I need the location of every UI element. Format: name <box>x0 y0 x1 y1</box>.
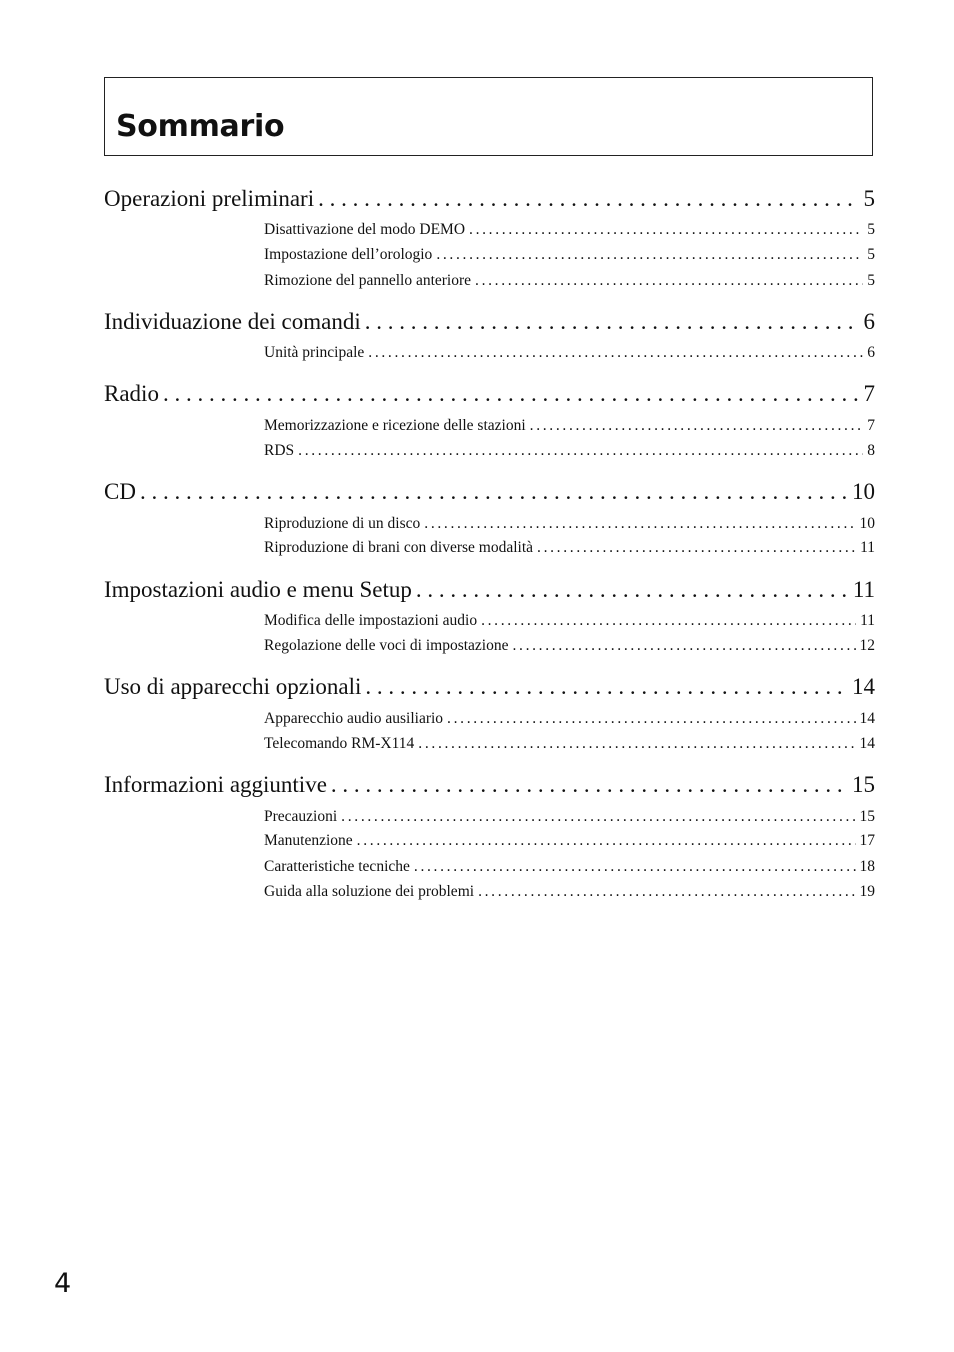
dot-leader <box>414 858 856 876</box>
toc-item-page: 12 <box>859 637 875 654</box>
toc-item-page: 5 <box>867 272 875 289</box>
toc-item[interactable] <box>264 442 875 460</box>
toc-item-page: 14 <box>859 710 875 727</box>
dot-leader <box>357 832 856 850</box>
page-title: Sommario <box>116 109 285 144</box>
toc-item-page: 19 <box>859 883 875 900</box>
toc-section-label: Uso di apparecchi opzionali <box>104 674 362 699</box>
toc-item[interactable] <box>264 246 875 264</box>
dot-leader <box>481 612 856 630</box>
toc-item-label: Modifica delle impostazioni audio <box>264 612 478 629</box>
toc-item[interactable] <box>264 710 875 728</box>
dot-leader <box>140 479 848 505</box>
toc-item-label: Precauzioni <box>264 808 338 825</box>
dot-leader <box>447 710 855 728</box>
toc-item-page: 15 <box>859 808 875 825</box>
toc-section-page: 5 <box>863 186 875 211</box>
toc-section[interactable] <box>104 309 875 335</box>
toc-section-label: Operazioni preliminari <box>104 186 315 211</box>
toc-item-page: 18 <box>859 858 875 875</box>
toc-item[interactable] <box>264 612 875 630</box>
dot-leader <box>537 539 856 557</box>
toc-item-label: Rimozione del pannello anteriore <box>264 272 472 289</box>
toc-section-page: 14 <box>852 674 875 699</box>
toc-item-page: 5 <box>867 221 875 238</box>
toc-section[interactable] <box>104 381 875 407</box>
dot-leader <box>418 735 855 753</box>
toc-item[interactable] <box>264 637 875 655</box>
toc-item-label: Telecomando RM-X114 <box>264 735 415 752</box>
toc-item-page: 10 <box>859 515 875 532</box>
page-number: 4 <box>54 1268 72 1299</box>
toc-section[interactable] <box>104 577 875 603</box>
toc-item-page: 7 <box>867 417 875 434</box>
toc-section-page: 10 <box>852 479 875 504</box>
toc-item[interactable] <box>264 858 875 876</box>
dot-leader <box>475 272 863 290</box>
dot-leader <box>469 221 863 239</box>
toc-item-page: 6 <box>867 344 875 361</box>
dot-leader <box>365 674 848 700</box>
dot-leader <box>318 186 859 212</box>
dot-leader <box>478 883 855 901</box>
toc-section-label: Individuazione dei comandi <box>104 309 361 334</box>
toc-item[interactable] <box>264 344 875 362</box>
toc-item[interactable] <box>264 417 875 435</box>
dot-leader <box>436 246 863 264</box>
toc-item-label: Apparecchio audio ausiliario <box>264 710 444 727</box>
toc-section-page: 11 <box>852 577 875 602</box>
toc-item[interactable] <box>264 808 875 826</box>
toc-section-page: 7 <box>863 381 875 406</box>
toc-item[interactable] <box>264 832 875 850</box>
toc-item[interactable] <box>264 735 875 753</box>
dot-leader <box>163 381 860 407</box>
toc-item-page: 17 <box>859 832 875 849</box>
dot-leader <box>512 637 855 655</box>
toc-item-label: Caratteristiche tecniche <box>264 858 410 875</box>
toc-item-page: 11 <box>860 539 875 556</box>
toc-item-page: 5 <box>867 246 875 263</box>
toc-item-page: 8 <box>867 442 875 459</box>
toc-item[interactable] <box>264 883 875 901</box>
toc-item-label: Impostazione dell’orologio <box>264 246 433 263</box>
toc-item[interactable] <box>264 221 875 239</box>
dot-leader <box>365 309 860 335</box>
toc-item[interactable] <box>264 515 875 533</box>
dot-leader <box>530 417 864 435</box>
toc-item-label: Manutenzione <box>264 832 353 849</box>
toc-section-label: Radio <box>104 381 159 406</box>
toc-section-page: 15 <box>852 772 875 797</box>
toc-item-label: Riproduzione di un disco <box>264 515 421 532</box>
dot-leader <box>298 442 863 460</box>
toc-section-label: Impostazioni audio e menu Setup <box>104 577 412 602</box>
toc-item-label: Disattivazione del modo DEMO <box>264 221 466 238</box>
toc-item-page: 14 <box>859 735 875 752</box>
dot-leader <box>331 772 848 798</box>
toc-item[interactable] <box>264 272 875 290</box>
toc-section[interactable] <box>104 674 875 700</box>
toc-item-label: Guida alla soluzione dei problemi <box>264 883 475 900</box>
dot-leader <box>424 515 855 533</box>
toc-item-label: Riproduzione di brani con diverse modalità <box>264 539 534 556</box>
toc-section-page: 6 <box>863 309 875 334</box>
toc-section-label: Informazioni aggiuntive <box>104 772 327 797</box>
toc-item-label: Regolazione delle voci di impostazione <box>264 637 509 654</box>
toc-section[interactable] <box>104 186 875 212</box>
dot-leader <box>341 808 855 826</box>
dot-leader <box>416 577 849 603</box>
toc-item-label: RDS <box>264 442 295 459</box>
toc-item[interactable] <box>264 539 875 557</box>
dot-leader <box>368 344 863 362</box>
toc-item-label: Memorizzazione e ricezione delle stazioni <box>264 417 526 434</box>
title-box <box>104 77 873 156</box>
toc-item-label: Unità principale <box>264 344 365 361</box>
toc-section-label: CD <box>104 479 136 504</box>
toc-section[interactable] <box>104 772 875 798</box>
toc-section[interactable] <box>104 479 875 505</box>
toc-item-page: 11 <box>860 612 875 629</box>
